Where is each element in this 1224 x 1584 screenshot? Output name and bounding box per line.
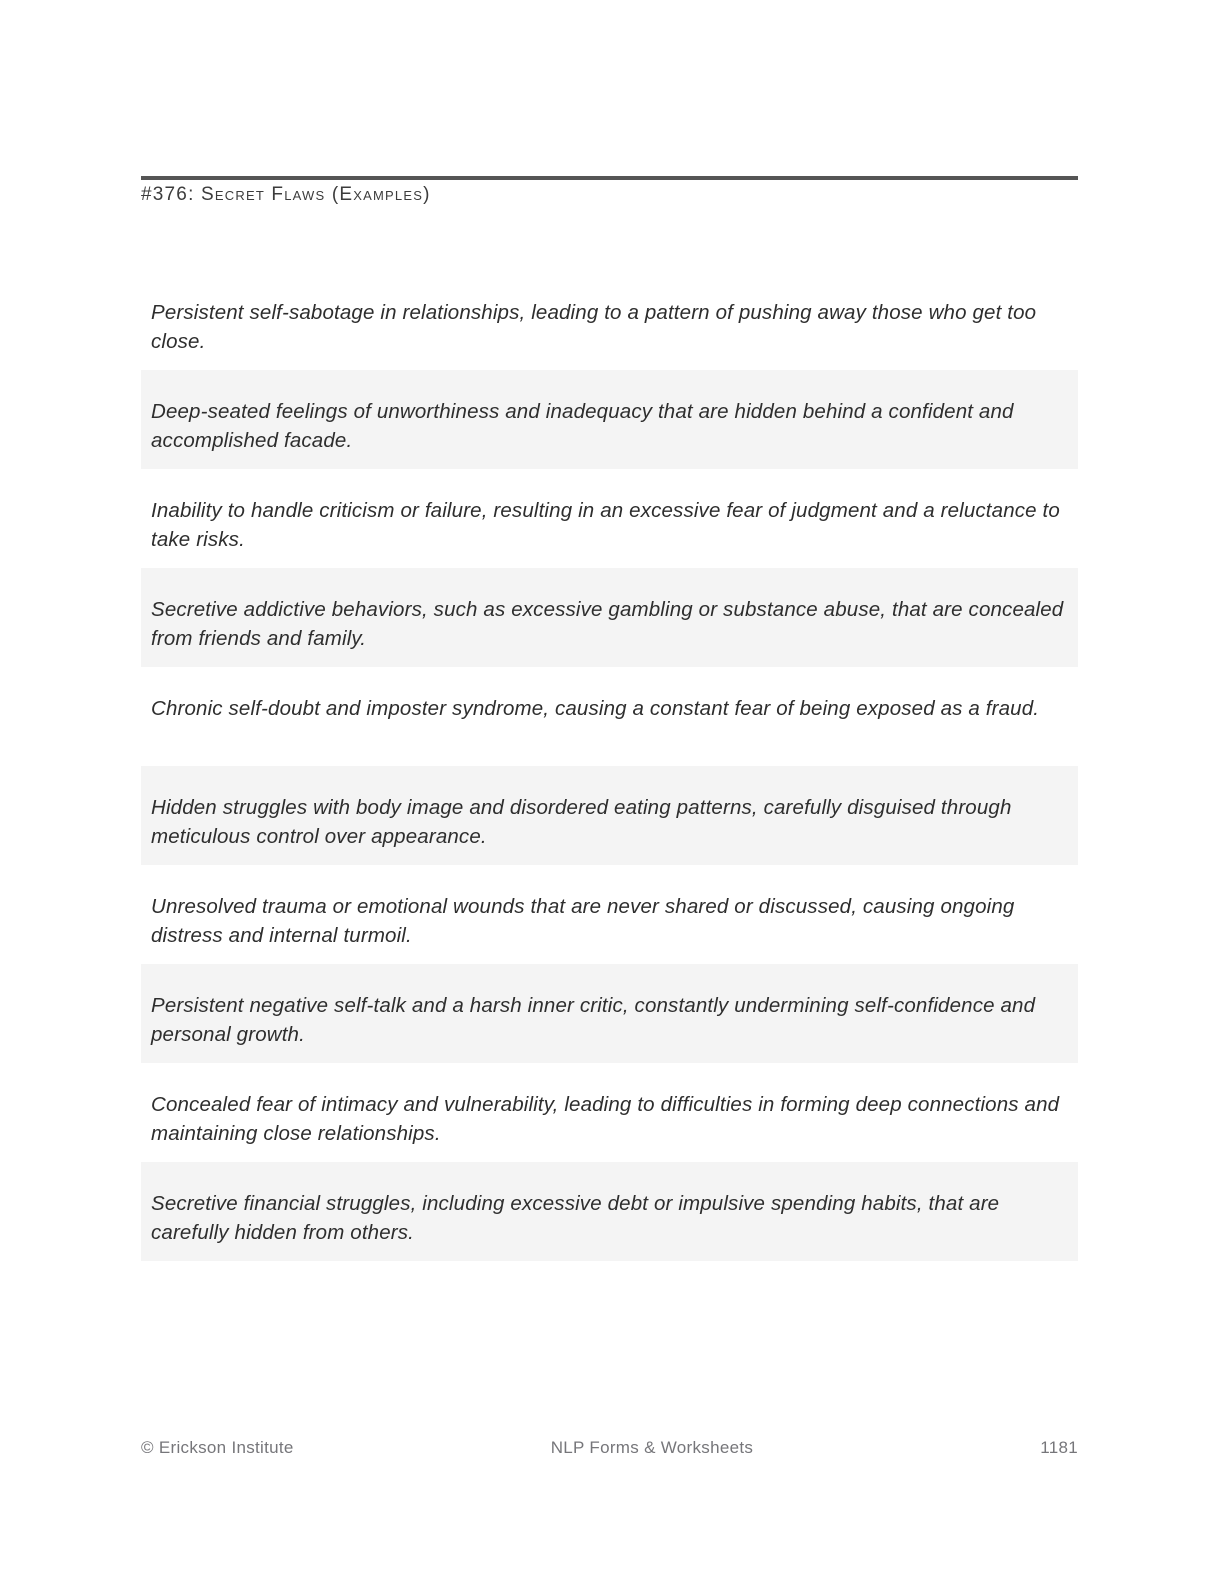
example-row [141,568,1078,667]
example-row [141,469,1078,568]
header-rule [141,176,1078,180]
example-row [141,271,1078,370]
example-row [141,865,1078,964]
example-text: Concealed fear of intimacy and vulnerability, leading to difficulties in forming deep connections and maintaining close relationships. [151,1093,1060,1145]
example-row [141,1063,1078,1162]
example-text: Secretive addictive behaviors, such as excessive gambling or substance abuse, that are concealed from friends and family. [151,598,1064,650]
page-footer [141,1436,1078,1460]
example-text: Chronic self-doubt and imposter syndrome, causing a constant fear of being exposed as a fraud. [151,697,1040,720]
example-text: Persistent negative self-talk and a harsh inner critic, constantly undermining self-confidence and personal growth. [151,994,1036,1046]
example-text: Hidden struggles with body image and disordered eating patterns, carefully disguised through meticulous control over appearance. [151,796,1012,848]
examples-list [141,271,1078,1261]
example-row [141,766,1078,865]
footer-copyright: © Erickson Institute [141,1438,294,1457]
example-text: Inability to handle criticism or failure, resulting in an excessive fear of judgment and a reluctance to take risks. [151,499,1060,551]
footer-document-title: NLP Forms & Worksheets [550,1438,754,1457]
example-text: Unresolved trauma or emotional wounds that are never shared or discussed, causing ongoing distress and internal turmoil. [151,895,1015,947]
example-text: Persistent self-sabotage in relationships, leading to a pattern of pushing away those who get too close. [151,301,1037,353]
example-row [141,370,1078,469]
example-text: Deep-seated feelings of unworthiness and inadequacy that are hidden behind a confident and accomplished facade. [151,400,1014,452]
example-text: Secretive financial struggles, including excessive debt or impulsive spending habits, that are carefully hidden from others. [151,1192,1000,1244]
example-row [141,667,1078,766]
footer-page-number: 1181 [1040,1438,1078,1457]
example-row [141,1162,1078,1261]
example-row [141,964,1078,1063]
page-title: #376: Secret Flaws (Examples) [141,184,431,205]
